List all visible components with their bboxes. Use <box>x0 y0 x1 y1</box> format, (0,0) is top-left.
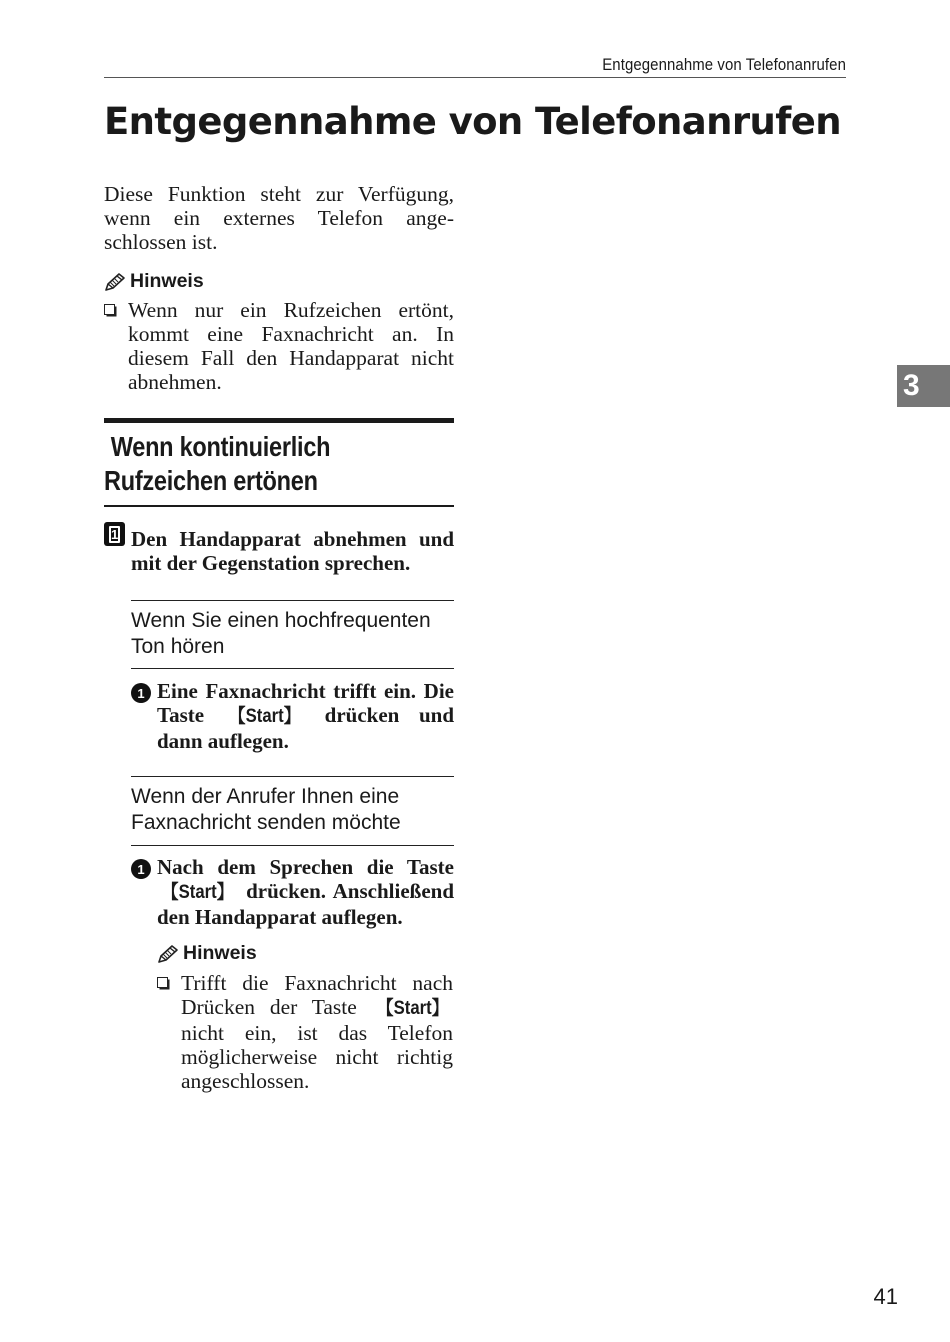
page-number: 41 <box>873 1284 898 1309</box>
case1-item-number: 1 <box>131 683 151 703</box>
header-divider <box>104 77 846 78</box>
step-number: 1 <box>111 526 119 542</box>
note-heading <box>104 270 204 293</box>
section-title-line1: Wenn kontinuierlich <box>110 431 331 462</box>
checkbox-bullet-icon <box>157 977 168 988</box>
pencil-icon <box>157 944 179 964</box>
case1-top-rule <box>131 600 454 601</box>
note-text: Wenn nur ein Rufzeichen ertönt, kommt eine Faxnachricht an. In diesem Fall den Handapparat nicht abnehmen. <box>128 298 454 394</box>
case2-text-before: Nach dem Sprechen die Taste <box>157 855 454 879</box>
case2-bottom-rule <box>131 845 454 846</box>
case2-top-rule <box>131 776 454 777</box>
case1-bottom-rule <box>131 668 454 669</box>
note-heading <box>157 942 257 965</box>
case1-heading: Wenn Sie einen hochfrequenten Ton hören <box>131 609 431 658</box>
checkbox-bullet-icon <box>104 304 115 315</box>
step-text: Den Handapparat abnehmen und mit der Gegenstation sprechen. <box>131 527 454 575</box>
case2-heading: Wenn der Anrufer Ihnen eine Faxnachricht senden möchte <box>131 785 401 834</box>
note-label: Hinweis <box>183 942 257 964</box>
case1-text-before: Eine Faxnachricht trifft ein. Die Taste <box>157 679 454 727</box>
section-title <box>104 430 440 498</box>
pencil-icon <box>104 272 126 292</box>
intro-paragraph: Diese Funktion steht zur Verfügung, wenn ein externes Telefon angeschlossen ist. <box>104 182 454 254</box>
start-key-label: 【Start】 <box>376 998 449 1019</box>
note-text: Trifft die Faxnachricht nach Drücken der Taste 【Start】 nicht ein, ist das Telefon möglicherweise nicht richtig angeschlossen. <box>181 971 453 1093</box>
case2-item-number: 1 <box>131 859 151 879</box>
note-item <box>157 971 454 1093</box>
case1-instruction <box>157 679 454 753</box>
case2-instruction <box>157 855 454 929</box>
start-key-label: 【Start】 <box>161 882 234 903</box>
note-label: Hinweis <box>130 270 204 292</box>
note-item <box>104 298 454 394</box>
section-title-line2: Rufzeichen ertönen <box>104 465 318 496</box>
step-number-badge <box>104 522 125 546</box>
start-key-label: 【Start】 <box>228 706 301 727</box>
page-title: Entgegennahme von Telefonanrufen <box>104 100 842 143</box>
running-header: Entgegennahme von Telefonanrufen <box>602 55 846 74</box>
case2-text-after: drücken. Anschließend den Handapparat auflegen. <box>157 879 454 929</box>
chapter-tab: 3 <box>897 365 950 407</box>
section-top-rule <box>104 418 454 423</box>
section-bottom-rule <box>104 505 454 507</box>
case1-text-after: drücken und dann auflegen. <box>157 703 454 753</box>
